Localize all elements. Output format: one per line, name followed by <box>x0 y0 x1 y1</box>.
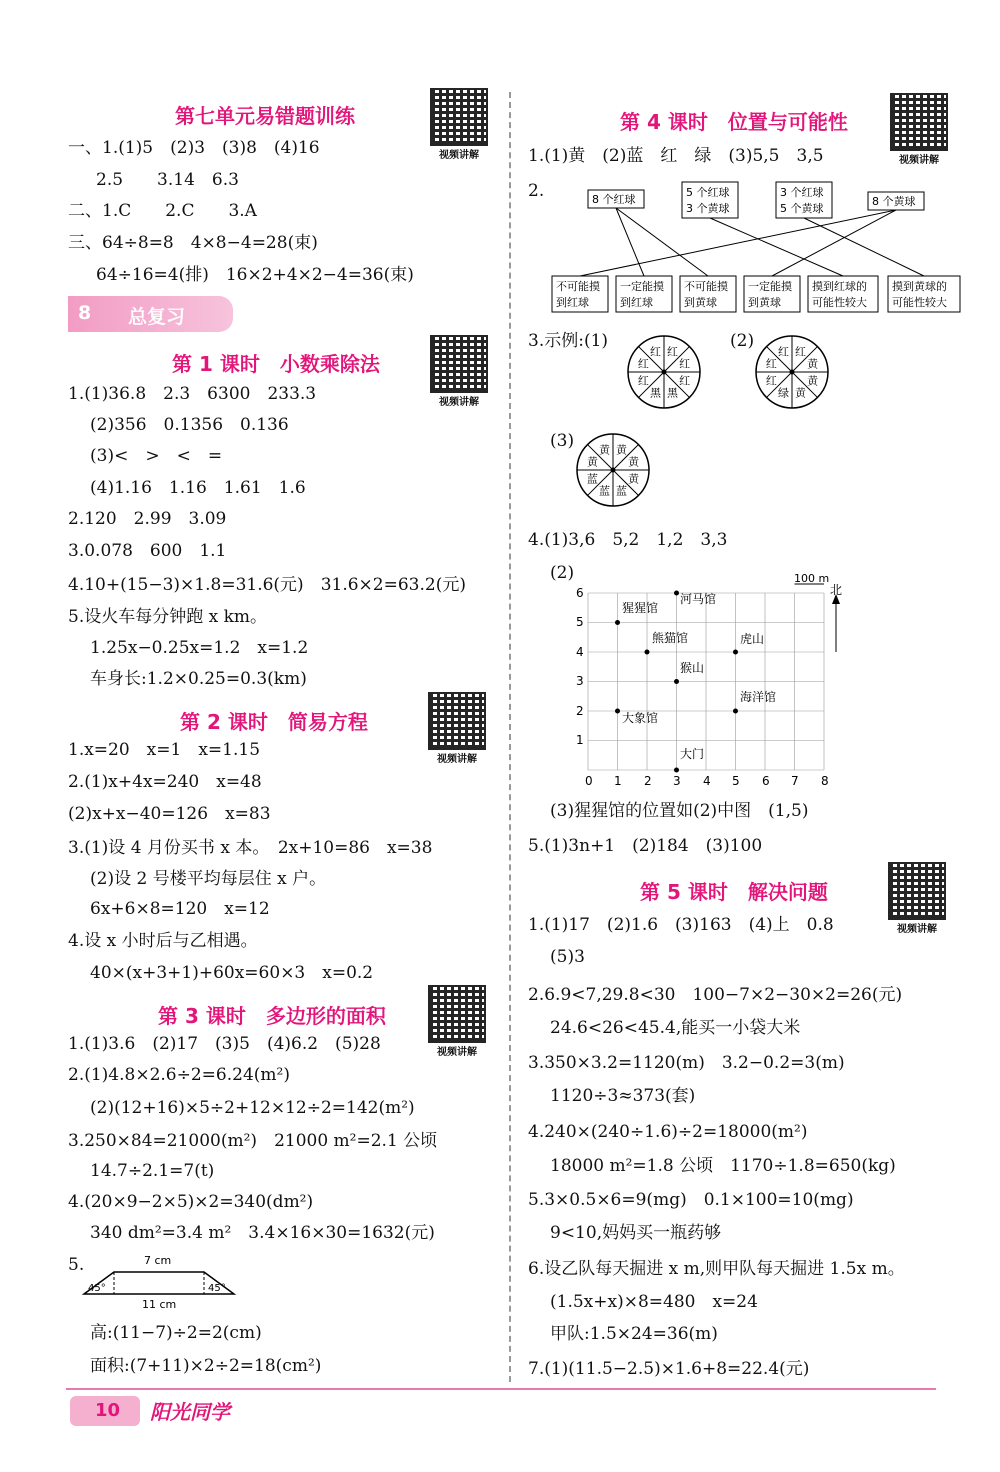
answer-line: 4.(1)3,6 5,2 1,2 3,3 <box>528 530 728 550</box>
qr-code-lesson-1[interactable]: 视频讲解 <box>430 335 488 408</box>
answer-line: 3.示例:(1) <box>528 331 609 351</box>
matching-diagram <box>548 178 968 318</box>
answer-line: 二、1.C 2.C 3.A <box>68 201 257 221</box>
svg-text:猴山: 猴山 <box>680 661 705 675</box>
spinner-sector-label: 红 <box>777 345 789 359</box>
answer-line: 6x+6×8=120 x=12 <box>90 899 270 919</box>
answer-line: 18000 m²=1.8 公顷 1170÷1.8=650(kg) <box>550 1156 896 1176</box>
spinner-sector-label: 黄 <box>628 472 640 486</box>
svg-text:5: 5 <box>576 615 584 629</box>
svg-text:到红球: 到红球 <box>556 296 589 309</box>
qr-code-unit7[interactable]: 视频讲解 <box>430 88 488 161</box>
spinner-3 <box>573 430 653 510</box>
svg-text:2: 2 <box>644 774 652 788</box>
svg-text:摸到红球的: 摸到红球的 <box>812 280 867 293</box>
answer-line: 1.25x−0.25x=1.2 x=1.2 <box>90 638 309 658</box>
svg-text:一定能摸: 一定能摸 <box>748 280 792 293</box>
spinner-sector-label: 红 <box>649 345 661 359</box>
section-title-unit7: 第七单元易错题训练 <box>175 104 355 128</box>
qr-code-lesson-5[interactable]: 视频讲解 <box>888 862 946 935</box>
spinner-sector-label: 蓝 <box>598 484 610 498</box>
spinner-sector-label: 黄 <box>807 374 819 388</box>
zoo-map <box>568 572 858 790</box>
page-number: 10 <box>95 1400 121 1421</box>
spinner-sector-label: 黄 <box>628 455 640 469</box>
answer-line: 4.(20×9−2×5)×2=340(dm²) <box>68 1192 314 1212</box>
answer-line: 1.(1)黄 (2)蓝 红 绿 (3)5,5 3,5 <box>528 146 824 166</box>
spinner-sector-label: 蓝 <box>616 484 628 498</box>
answer-line: 6.设乙队每天掘进 x m,则甲队每天掘进 1.5x m。 <box>528 1259 905 1279</box>
answer-line: (1.5x+x)×8=480 x=24 <box>550 1292 758 1312</box>
review-title: 总复习 <box>128 306 186 328</box>
answer-line: 4.设 x 小时后与乙相遇。 <box>68 931 258 951</box>
spinner-sector-label: 黄 <box>807 357 819 371</box>
answer-line: 9<10,妈妈买一瓶药够 <box>550 1223 722 1243</box>
answer-line: 3.0.078 600 1.1 <box>68 541 227 561</box>
footer-rule <box>66 1388 936 1390</box>
qr-code-lesson-3[interactable]: 视频讲解 <box>428 985 486 1058</box>
qr-code-lesson-4[interactable]: 视频讲解 <box>890 93 948 166</box>
top-box-1: 8 个红球 <box>592 193 636 206</box>
answer-line: 24.6<26<45.4,能买一小袋大米 <box>550 1018 801 1038</box>
lesson-1-title: 第 1 课时 小数乘除法 <box>172 352 380 376</box>
top-box-4: 8 个黄球 <box>872 195 916 208</box>
answer-line: (4)1.16 1.16 1.61 1.6 <box>90 478 306 498</box>
answer-line: 甲队:1.5×24=36(m) <box>550 1324 718 1344</box>
answer-line: 40×(x+3+1)+60x=60×3 x=0.2 <box>90 963 374 983</box>
svg-text:大象馆: 大象馆 <box>622 711 659 725</box>
trapezoid-diagram <box>84 1250 244 1310</box>
answer-line: 2. <box>528 181 545 201</box>
spinner-sector-label: 黑 <box>649 386 661 400</box>
spinner-sector-label: 黄 <box>795 386 807 400</box>
answer-line: 4.240×(240÷1.6)÷2=18000(m²) <box>528 1122 808 1142</box>
svg-text:到黄球: 到黄球 <box>748 296 781 309</box>
answer-line: 340 dm²=3.4 m² 3.4×16×30=1632(元) <box>90 1223 435 1243</box>
svg-text:熊猫馆: 熊猫馆 <box>652 631 689 645</box>
svg-text:可能性较大: 可能性较大 <box>892 296 947 309</box>
svg-text:3 个黄球: 3 个黄球 <box>686 202 730 215</box>
trap-angle-left: 45° <box>88 1283 106 1294</box>
spinner-sector-label: 红 <box>795 345 807 359</box>
svg-text:4: 4 <box>703 774 711 788</box>
spinner-sector-label: 黄 <box>586 455 598 469</box>
answer-line: 5.设火车每分钟跑 x km。 <box>68 607 268 627</box>
spinner-sector-label: 黄 <box>598 443 610 457</box>
spinner-sector-label: 红 <box>637 357 649 371</box>
svg-text:1: 1 <box>576 733 584 747</box>
spinner-sector-label: 红 <box>667 345 679 359</box>
answer-line: 面积:(7+11)×2÷2=18(cm²) <box>90 1356 322 1376</box>
answer-line: 3.350×3.2=1120(m) 3.2−0.2=3(m) <box>528 1053 845 1073</box>
brand-logo: 阳光同学 <box>150 1400 230 1424</box>
answer-line: (5)3 <box>550 947 585 967</box>
svg-text:5: 5 <box>732 774 740 788</box>
answer-line: 5. <box>68 1255 85 1275</box>
review-banner <box>68 296 233 332</box>
svg-text:3: 3 <box>673 774 681 788</box>
svg-text:海洋馆: 海洋馆 <box>740 690 777 704</box>
svg-text:一定能摸: 一定能摸 <box>620 280 664 293</box>
answer-line: (2) <box>550 563 575 583</box>
spinner-sector-label: 红 <box>765 357 777 371</box>
answer-line: 64÷16=4(排) 16×2+4×2−4=36(束) <box>96 265 414 285</box>
answer-line: 2.(1)x+4x=240 x=48 <box>68 772 262 792</box>
svg-text:7: 7 <box>791 774 799 788</box>
answer-line: 1.(1)3.6 (2)17 (3)5 (4)6.2 (5)28 <box>68 1034 381 1054</box>
answer-line: (2)x+x−40=126 x=83 <box>68 804 271 824</box>
spinner-sector-label: 蓝 <box>586 472 598 486</box>
answer-line: 三、64÷8=8 4×8−4=28(束) <box>68 233 318 253</box>
svg-text:2: 2 <box>576 704 584 718</box>
answer-line: 2.(1)4.8×2.6÷2=6.24(m²) <box>68 1065 290 1085</box>
svg-text:0: 0 <box>585 774 593 788</box>
svg-text:8: 8 <box>821 774 829 788</box>
column-divider <box>509 92 511 1382</box>
answer-line: 4.10+(15−3)×1.8=31.6(元) 31.6×2=63.2(元) <box>68 575 466 595</box>
answer-line: 2.120 2.99 3.09 <box>68 509 227 529</box>
spinner-sector-label: 红 <box>637 374 649 388</box>
lesson-3-title: 第 3 课时 多边形的面积 <box>158 1004 386 1028</box>
answer-line: 3.250×84=21000(m²) 21000 m²=2.1 公顷 <box>68 1131 438 1151</box>
spinner-sector-label: 绿 <box>777 386 789 400</box>
trap-top-label: 7 cm <box>144 1254 172 1267</box>
review-number: 8 <box>78 302 92 324</box>
map-north: 北 <box>830 583 843 597</box>
answer-line: 14.7÷2.1=7(t) <box>90 1161 215 1181</box>
answer-line: 1120÷3≈373(套) <box>550 1086 696 1106</box>
page-number-badge <box>70 1396 140 1426</box>
answer-line: (2)356 0.1356 0.136 <box>90 415 289 435</box>
answer-line: (2)设 2 号楼平均每层住 x 户。 <box>90 869 327 889</box>
svg-text:到黄球: 到黄球 <box>684 296 717 309</box>
answer-line: 2.5 3.14 6.3 <box>96 170 239 190</box>
svg-text:虎山: 虎山 <box>740 632 765 646</box>
lesson-2-title: 第 2 课时 简易方程 <box>180 710 368 734</box>
answer-line: 高:(11−7)÷2=2(cm) <box>90 1323 262 1343</box>
svg-text:河马馆: 河马馆 <box>680 592 717 606</box>
svg-text:不可能摸: 不可能摸 <box>556 280 600 293</box>
svg-text:4: 4 <box>576 645 584 659</box>
svg-text:可能性较大: 可能性较大 <box>812 296 867 309</box>
trap-angle-right: 45° <box>208 1283 226 1294</box>
svg-text:1: 1 <box>614 774 622 788</box>
svg-text:3: 3 <box>576 674 584 688</box>
svg-text:5 个黄球: 5 个黄球 <box>780 202 824 215</box>
answer-line: 1.(1)17 (2)1.6 (3)163 (4)上 0.8 <box>528 915 834 935</box>
answer-line: (3)猩猩馆的位置如(2)中图 (1,5) <box>550 801 809 821</box>
svg-text:不可能摸: 不可能摸 <box>684 280 728 293</box>
spinner-sector-label: 黑 <box>667 386 679 400</box>
spinner-2 <box>752 332 832 412</box>
answer-line: 5.(1)3n+1 (2)184 (3)100 <box>528 836 763 856</box>
spinner-sector-label: 红 <box>765 374 777 388</box>
answer-line: (3) <box>550 431 575 451</box>
answer-line: (2) <box>730 331 755 351</box>
answer-line: 车身长:1.2×0.25=0.3(km) <box>90 669 307 689</box>
svg-text:6: 6 <box>576 586 584 600</box>
answer-line: (3)< > < = <box>90 446 223 466</box>
spinner-sector-label: 黄 <box>616 443 628 457</box>
answer-line: 5.3×0.5×6=9(mg) 0.1×100=10(mg) <box>528 1190 854 1210</box>
answer-line: (2)(12+16)×5÷2+12×12÷2=142(m²) <box>90 1098 415 1118</box>
svg-text:3 个红球: 3 个红球 <box>780 186 824 199</box>
map-scale: 100 m <box>794 572 830 585</box>
answer-line: 1.x=20 x=1 x=1.15 <box>68 740 261 760</box>
spinner-sector-label: 红 <box>679 374 691 388</box>
svg-text:5 个红球: 5 个红球 <box>686 186 730 199</box>
spinner-1 <box>624 332 704 412</box>
answer-line: 3.(1)设 4 月份买书 x 本。 2x+10=86 x=38 <box>68 838 433 858</box>
spinner-sector-label: 红 <box>679 357 691 371</box>
answer-line: 7.(1)(11.5−2.5)×1.6+8=22.4(元) <box>528 1359 810 1379</box>
answer-line: 2.6.9<7,29.8<30 100−7×2−30×2=26(元) <box>528 985 903 1005</box>
qr-code-lesson-2[interactable]: 视频讲解 <box>428 692 486 765</box>
lesson-4-title: 第 4 课时 位置与可能性 <box>620 110 848 134</box>
svg-text:大门: 大门 <box>680 747 705 761</box>
svg-text:到红球: 到红球 <box>620 296 653 309</box>
trap-bottom-label: 11 cm <box>142 1298 177 1311</box>
answer-line: 一、1.(1)5 (2)3 (3)8 (4)16 <box>68 138 320 158</box>
svg-text:猩猩馆: 猩猩馆 <box>622 601 659 615</box>
svg-text:摸到黄球的: 摸到黄球的 <box>892 280 947 293</box>
answer-line: 1.(1)36.8 2.3 6300 233.3 <box>68 384 317 404</box>
svg-text:6: 6 <box>762 774 770 788</box>
lesson-5-title: 第 5 课时 解决问题 <box>640 880 828 904</box>
